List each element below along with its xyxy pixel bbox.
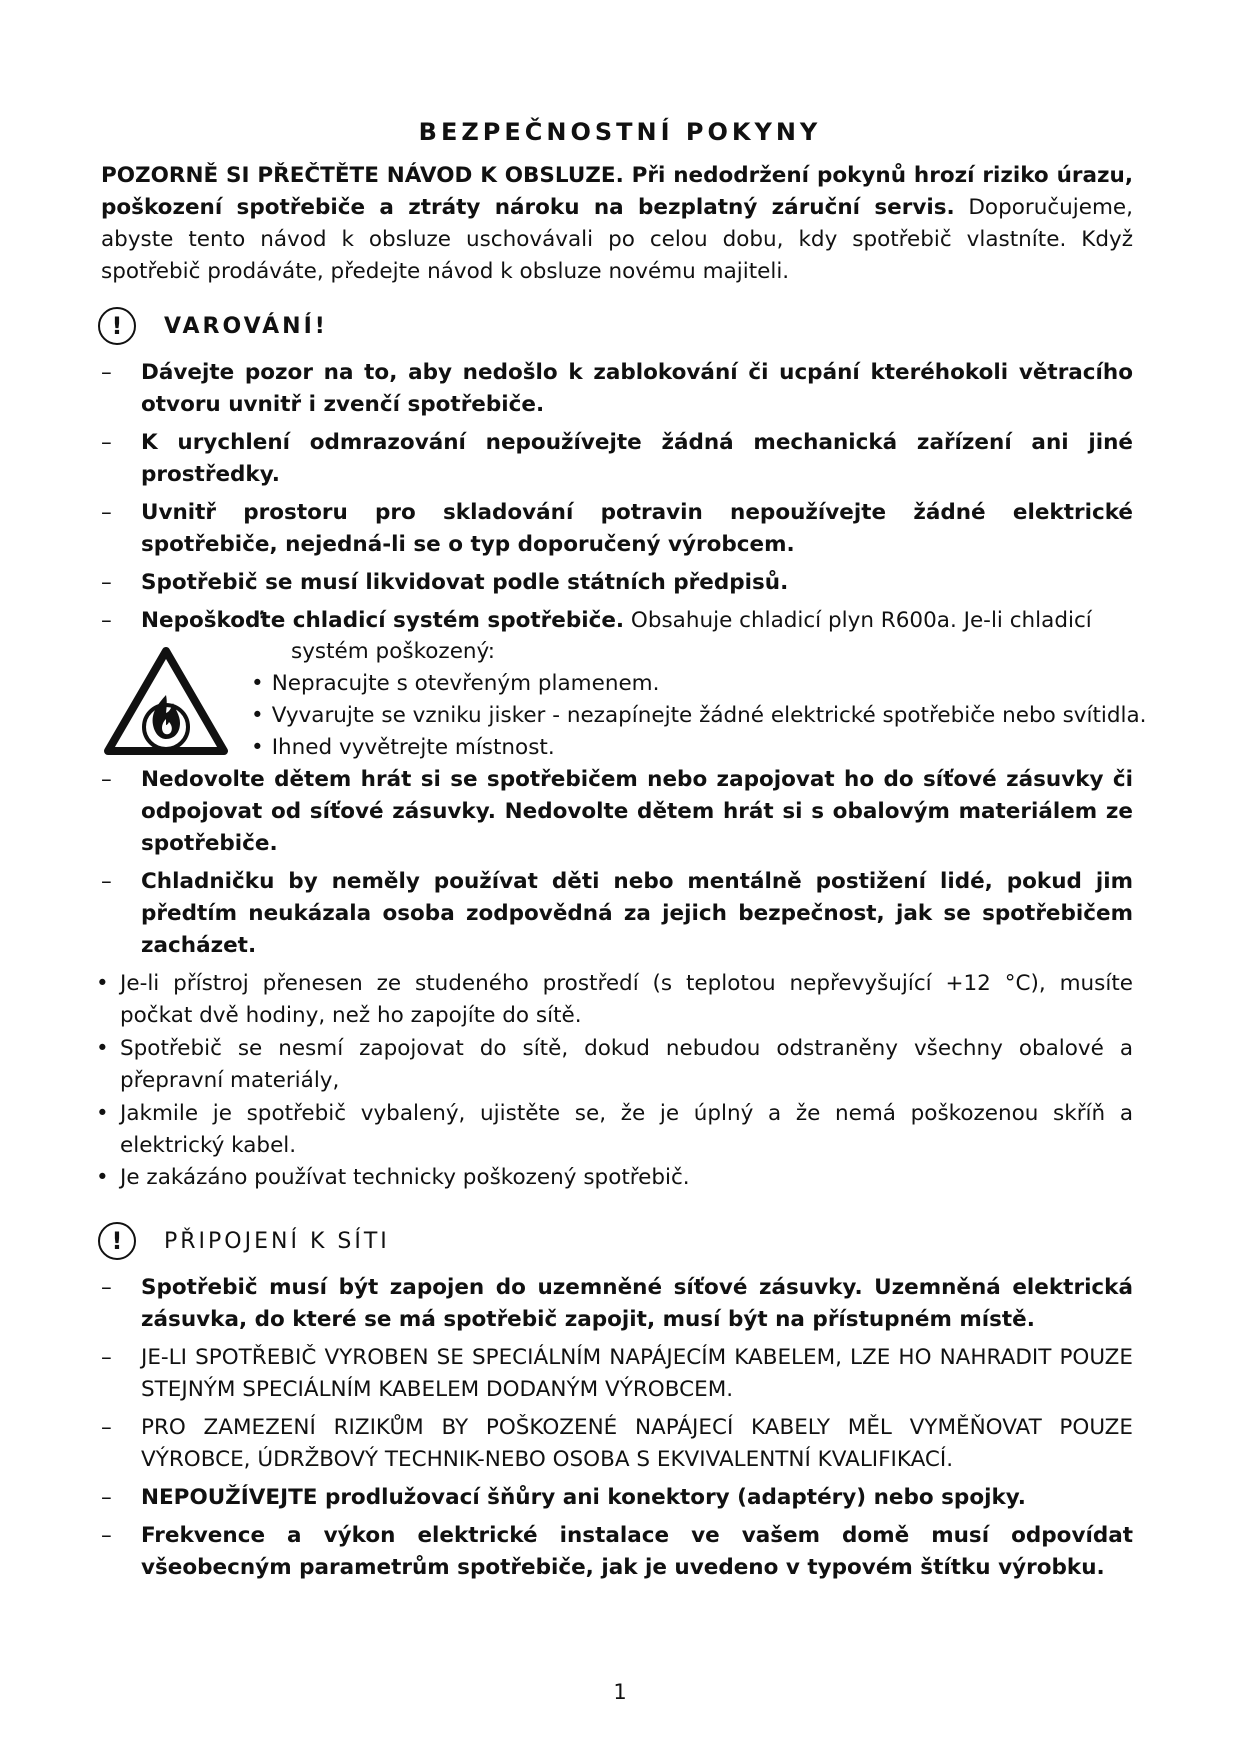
warning-item: [101, 866, 1133, 962]
warning-item: [101, 605, 1133, 637]
page-title: BEZPEČNOSTNÍ POKYNY: [418, 118, 822, 146]
exclamation-circle-icon: !: [98, 1222, 136, 1260]
warning-bullet-text: Jakmile je spotřebič vybalený, ujistěte se, že je úplný a že nemá poškozenou skříň a elektrický kabel.: [120, 1101, 1133, 1158]
warning-item-text: Chladničku by neměly používat děti nebo mentálně postižení lidé, pokud jim předtím neukázala osoba zodpovědná za jejich bezpečnost, jak se spotřebičem zacházet.: [141, 869, 1133, 958]
dash-marker: –: [101, 608, 112, 633]
warning-bullet: [96, 1162, 1133, 1194]
flammable-warning-icon: [103, 645, 229, 757]
page-number: 1: [613, 1680, 627, 1704]
connection-item: [101, 1482, 1133, 1514]
connection-item-normal: prodlužovací šňůry ani konektory (adaptéry) nebo spojky.: [317, 1485, 1026, 1510]
dash-marker: –: [101, 430, 112, 455]
connection-item-text: JE-LI SPOTŘEBIČ VYROBEN SE SPECIÁLNÍM NAPÁJECÍM KABELEM, LZE HO NAHRADIT POUZE STEJNÝM SPECIÁLNÍM KABELEM DODANÝM VÝROBCEM.: [141, 1345, 1133, 1402]
warning-item-text: Spotřebič se musí likvidovat podle státních předpisů.: [141, 570, 789, 595]
warning-bullet-text: Spotřebič se nesmí zapojovat do sítě, dokud nebudou odstraněny všechny obalové a přepravní materiály,: [120, 1036, 1133, 1093]
dash-marker: –: [101, 1523, 112, 1548]
warning-item-text: K urychlení odmrazování nepoužívejte žádná mechanická zařízení ani jiné prostředky.: [141, 430, 1133, 487]
connection-item: [101, 1412, 1133, 1476]
dash-marker: –: [101, 500, 112, 525]
intro-normal-text: Doporučujeme, abyste tento návod k obsluze uschovávali po celou dobu, kdy spotřebič vlastníte. Když spotřebič prodáváte, předejte návod k obsluze novému majiteli.: [101, 195, 1133, 284]
fire-continuation-text: systém poškozený:: [291, 639, 495, 664]
intro-paragraph: [101, 160, 1133, 288]
connection-item: [101, 1272, 1133, 1336]
warning-item-text: [141, 605, 1133, 637]
dash-marker: –: [101, 1485, 112, 1510]
warning-item: [101, 764, 1133, 860]
warning-bullet: [96, 1033, 1133, 1097]
dash-marker: –: [101, 360, 112, 385]
warning-item: [101, 567, 1133, 599]
dash-marker: –: [101, 1275, 112, 1300]
warning-item-bold: Nepoškoďte chladicí systém spotřebiče.: [141, 608, 625, 633]
warning-item: [101, 497, 1133, 561]
connection-item: [101, 1342, 1133, 1406]
warning-heading: [98, 307, 328, 345]
warning-item-normal: Obsahuje chladicí plyn R600a. Je-li chladicí: [624, 608, 1092, 633]
connection-item: [101, 1520, 1133, 1584]
bullet-marker: •: [96, 1165, 109, 1190]
bullet-marker: •: [96, 971, 109, 996]
warning-bullet: [96, 968, 1133, 1032]
connection-item-text: [141, 1482, 1133, 1514]
warning-item-text: Uvnitř prostoru pro skladování potravin nepoužívejte žádné elektrické spotřebiče, nejedná-li se o typ doporučený výrobcem.: [141, 500, 1133, 557]
bullet-marker: •: [251, 735, 264, 760]
fire-bullet-text: Ihned vyvětrejte místnost.: [271, 735, 555, 760]
bullet-marker: •: [251, 703, 264, 728]
fire-bullet-text: Nepracujte s otevřeným plamenem.: [271, 671, 660, 696]
connection-heading: [98, 1222, 390, 1260]
warning-item-text: Nedovolte dětem hrát si se spotřebičem nebo zapojovat ho do síťové zásuvky či odpojovat od síťové zásuvky. Nedovolte dětem hrát si s obalovým materiálem ze spotřebiče.: [141, 767, 1133, 856]
connection-heading-text: PŘIPOJENÍ K SÍTI: [164, 1228, 390, 1254]
intro-bold-text: POZORNĚ SI PŘEČTĚTE NÁVOD K OBSLUZE. Při nedodržení pokynů hrozí riziko úrazu, poškození spotřebiče a ztráty nároku na bezplatný záruční servis.: [101, 163, 1133, 220]
dash-marker: –: [101, 869, 112, 894]
bullet-marker: •: [251, 671, 264, 696]
dash-marker: –: [101, 767, 112, 792]
warning-item-text: Dávejte pozor na to, aby nedošlo k zablokování či ucpání kteréhokoli větracího otvoru uvnitř i zvenčí spotřebiče.: [141, 360, 1133, 417]
warning-heading-text: VAROVÁNÍ!: [164, 313, 328, 339]
connection-item-text: PRO ZAMEZENÍ RIZIKŮM BY POŠKOZENÉ NAPÁJECÍ KABELY MĚL VYMĚŇOVAT POUZE VÝROBCE, ÚDRŽBOVÝ TECHNIK-NEBO OSOBA S EKVIVALENTNÍ KVALIFIKACÍ.: [141, 1415, 1133, 1472]
dash-marker: –: [101, 1415, 112, 1440]
warning-bullet-text: Je zakázáno používat technicky poškozený spotřebič.: [120, 1165, 690, 1190]
warning-item: [101, 427, 1133, 491]
fire-bullet: [251, 732, 555, 764]
warning-bullet: [96, 1098, 1133, 1162]
fire-bullet: [251, 668, 659, 700]
bullet-marker: •: [96, 1036, 109, 1061]
dash-marker: –: [101, 1345, 112, 1370]
fire-bullet: [251, 700, 1147, 732]
fire-bullet-text: Vyvarujte se vzniku jisker - nezapínejte žádné elektrické spotřebiče nebo svítidla.: [271, 703, 1147, 728]
connection-item-text: Spotřebič musí být zapojen do uzemněné síťové zásuvky. Uzemněná elektrická zásuvka, do které se má spotřebič zapojit, musí být na přístupném místě.: [141, 1275, 1133, 1332]
warning-item: [101, 357, 1133, 421]
connection-item-text: Frekvence a výkon elektrické instalace ve vašem domě musí odpovídat všeobecným parametrům spotřebiče, jak je uvedeno v typovém štítku výrobku.: [141, 1523, 1133, 1580]
connection-item-bold: NEPOUŽÍVEJTE: [141, 1485, 318, 1510]
bullet-marker: •: [96, 1101, 109, 1126]
warning-bullet-text: Je-li přístroj přenesen ze studeného prostředí (s teplotou nepřevyšující +12 °C), musíte počkat dvě hodiny, než ho zapojíte do sítě.: [120, 971, 1133, 1028]
exclamation-circle-icon: !: [98, 307, 136, 345]
dash-marker: –: [101, 570, 112, 595]
